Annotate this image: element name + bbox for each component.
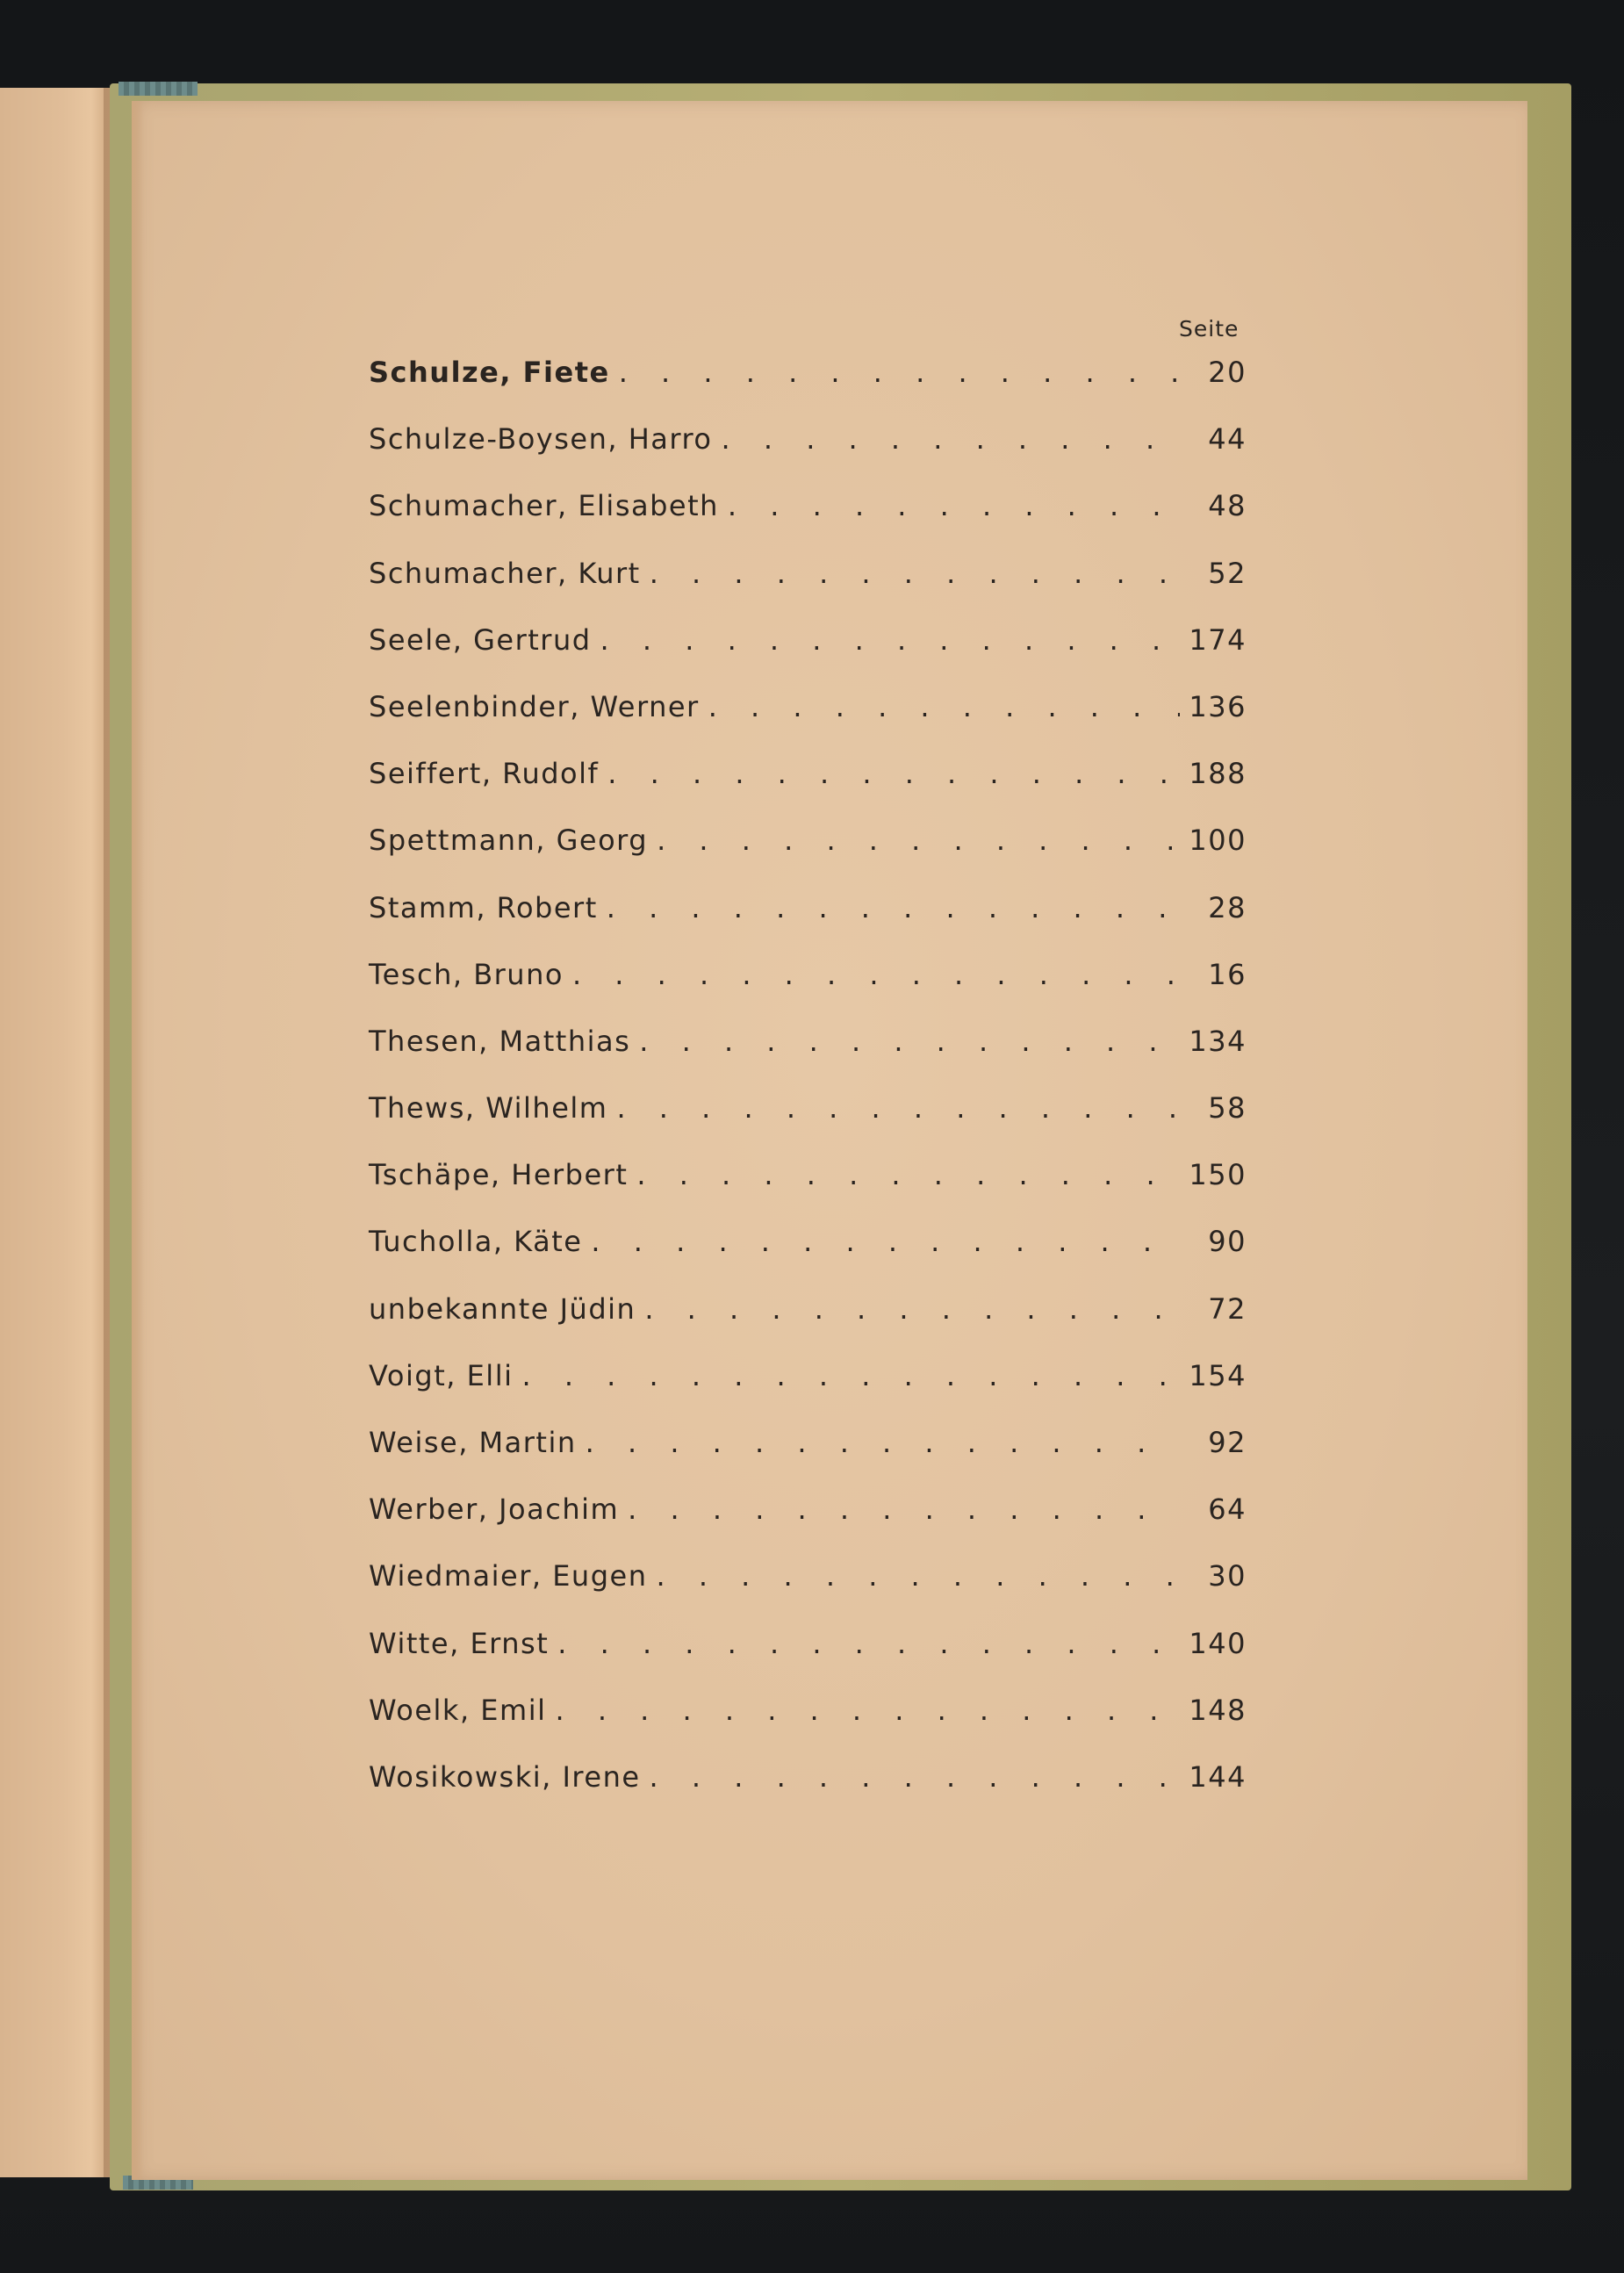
left-page-edge — [0, 88, 114, 2177]
entry-page-number: 150 — [1189, 1158, 1247, 1192]
entry-page-number: 140 — [1189, 1626, 1247, 1660]
entry-page-number: 148 — [1189, 1693, 1247, 1727]
dot-leader — [555, 1694, 1180, 1727]
entry-name: Voigt, Elli — [369, 1358, 514, 1392]
index-entry — [369, 1426, 1247, 1493]
dot-leader — [591, 1225, 1180, 1258]
index-entry — [369, 557, 1247, 623]
entry-page-number: 30 — [1208, 1559, 1247, 1593]
index-entry — [369, 623, 1247, 690]
index-entry — [369, 1292, 1247, 1359]
index-entry — [369, 1025, 1247, 1091]
entry-name: Wiedmaier, Eugen — [369, 1559, 648, 1593]
entry-name: Tesch, Bruno — [369, 957, 564, 991]
dot-leader — [650, 1760, 1180, 1794]
dot-leader — [650, 557, 1180, 590]
entry-page-number: 16 — [1208, 957, 1247, 991]
entry-name: Seelenbinder, Werner — [369, 689, 700, 723]
entry-page-number: 100 — [1189, 824, 1247, 858]
entry-page-number: 188 — [1189, 757, 1247, 791]
entry-name: Woelk, Emil — [369, 1693, 547, 1727]
dot-leader — [600, 623, 1180, 657]
entry-name: Schulze, Fiete — [369, 356, 610, 389]
dot-leader — [644, 1292, 1180, 1326]
index-list — [369, 356, 1247, 1827]
index-entry — [369, 1225, 1247, 1291]
entry-page-number: 90 — [1208, 1225, 1247, 1259]
entry-page-number: 144 — [1189, 1759, 1247, 1794]
index-entry — [369, 891, 1247, 958]
dot-leader — [656, 1559, 1180, 1593]
entry-name: Thews, Wilhelm — [369, 1091, 608, 1126]
entry-page-number: 72 — [1208, 1291, 1247, 1326]
dot-leader — [722, 422, 1181, 456]
dot-leader — [708, 690, 1180, 723]
entry-name: Witte, Ernst — [369, 1626, 550, 1660]
entry-name: unbekannte Jüdin — [369, 1291, 636, 1326]
entry-page-number: 20 — [1208, 356, 1247, 389]
entry-page-number: 64 — [1208, 1493, 1247, 1527]
entry-page-number: 52 — [1208, 556, 1247, 590]
dot-leader — [616, 1091, 1180, 1125]
index-entry — [369, 958, 1247, 1025]
dot-leader — [607, 757, 1180, 790]
index-entry — [369, 489, 1247, 556]
entry-page-number: 154 — [1189, 1358, 1247, 1392]
entry-name: Seiffert, Rudolf — [369, 757, 600, 791]
index-entry — [369, 1359, 1247, 1426]
index-entry — [369, 1559, 1247, 1626]
entry-name: Thesen, Matthias — [369, 1024, 631, 1058]
page-column-label: Seite — [1179, 316, 1240, 342]
entry-name: Seele, Gertrud — [369, 622, 592, 657]
index-entry — [369, 1158, 1247, 1225]
entry-page-number: 136 — [1189, 689, 1247, 723]
dot-leader — [557, 1627, 1180, 1660]
dot-leader — [728, 489, 1180, 522]
entry-name: Stamm, Robert — [369, 890, 598, 924]
dot-leader — [607, 891, 1180, 924]
page-inner-edge — [132, 101, 144, 2180]
entry-name: Tucholla, Käte — [369, 1225, 583, 1259]
index-entry — [369, 1627, 1247, 1694]
dot-leader — [619, 356, 1180, 389]
entry-page-number: 174 — [1189, 622, 1247, 657]
spine-binding-top — [119, 82, 198, 96]
entry-page-number: 92 — [1208, 1426, 1247, 1459]
dot-leader — [636, 1158, 1180, 1191]
entry-page-number: 134 — [1189, 1024, 1247, 1058]
entry-name: Spettmann, Georg — [369, 824, 649, 858]
entry-name: Tschäpe, Herbert — [369, 1158, 629, 1192]
index-entry — [369, 690, 1247, 757]
dot-leader — [639, 1025, 1180, 1058]
index-entry — [369, 356, 1247, 422]
index-entry — [369, 1091, 1247, 1158]
index-entry — [369, 1493, 1247, 1559]
index-entry — [369, 422, 1247, 489]
index-entry — [369, 824, 1247, 890]
entry-page-number: 28 — [1208, 890, 1247, 924]
dot-leader — [521, 1359, 1180, 1392]
dot-leader — [628, 1493, 1180, 1526]
entry-name: Werber, Joachim — [369, 1493, 620, 1527]
dot-leader — [657, 824, 1180, 857]
entry-page-number: 48 — [1208, 489, 1247, 523]
entry-name: Wosikowski, Irene — [369, 1759, 641, 1794]
dot-leader — [586, 1426, 1180, 1459]
entry-name: Schulze-Boysen, Harro — [369, 422, 713, 457]
entry-name: Weise, Martin — [369, 1426, 577, 1459]
dot-leader — [572, 958, 1180, 991]
entry-page-number: 44 — [1208, 422, 1247, 457]
index-entry — [369, 1760, 1247, 1827]
index-entry — [369, 1694, 1247, 1760]
entry-name: Schumacher, Kurt — [369, 556, 641, 590]
entry-page-number: 58 — [1208, 1091, 1247, 1126]
index-entry — [369, 757, 1247, 824]
entry-name: Schumacher, Elisabeth — [369, 489, 719, 523]
